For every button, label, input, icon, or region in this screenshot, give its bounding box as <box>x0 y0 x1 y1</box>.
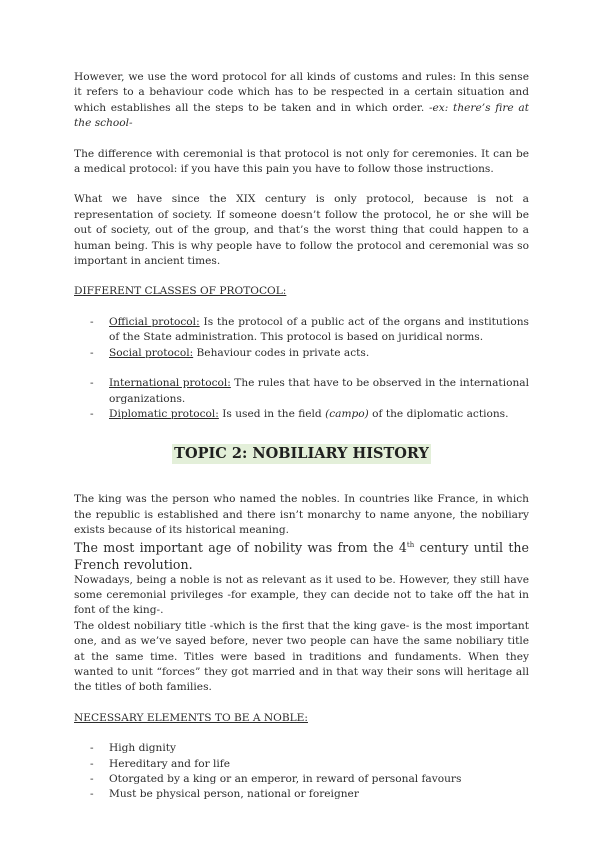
protocol-classes-list <box>74 315 529 361</box>
list-item-text: Is used in the field <box>218 407 326 420</box>
paragraph-xix-century: What we have since the XIX century is only protocol, because is not a representation of society. If someone doesn’t follow the protocol, he or she will be out of society, out of the group, and that’s the worst thing that could happen to a human being. This is why people have to follow the protocol and ceremonial was so important in ancient times. <box>74 193 529 268</box>
topic-title-wrap <box>74 444 529 464</box>
paragraph-ceremonial-difference: The difference with ceremonial is that protocol is not only for ceremonies. It can be a medical protocol: if you have this pain you have to follow those instructions. <box>74 147 529 176</box>
dash-bullet: - <box>90 315 94 328</box>
paragraph-text: However, we use the word protocol for all kinds of customs and rules: In this sense it refers to a behaviour code which has to be respected in a certain situation and which establishes all the steps to be taken and in which order. <box>74 71 529 114</box>
list-item <box>74 772 529 787</box>
list-item-term: Diplomatic protocol: <box>109 407 219 420</box>
paragraph-most-important-age <box>74 539 529 573</box>
paragraph-text: The most important age of nobility was from the 4 <box>74 539 407 555</box>
list-item-text: Must be physical person, national or foreigner <box>109 788 359 801</box>
protocol-classes-list-2 <box>74 376 529 422</box>
list-item-italic: (campo) <box>325 407 369 420</box>
list-item <box>74 741 529 756</box>
dash-bullet: - <box>90 788 94 801</box>
topic-title: TOPIC 2: NOBILIARY HISTORY <box>174 445 429 463</box>
list-item-text: Otorgated by a king or an emperor, in reward of personal favours <box>109 773 462 785</box>
dash-bullet: - <box>90 773 94 785</box>
list-item-term: Social protocol: <box>109 346 194 359</box>
paragraph-oldest-title: The oldest nobiliary title -which is the first that the king gave- is the most important one, and as we’ve sayed before, never two people can have the same nobiliary title at the same time. Titles were based in traditions and fundaments. When they wanted to unit “forces” they got married and in that way their sons will heritage all the titles of both families. <box>74 619 529 694</box>
section-heading-elements: NECESSARY ELEMENTS TO BE A NOBLE: <box>74 711 308 724</box>
dash-bullet: - <box>90 742 94 755</box>
example-text: -ex: there’s fire at the school- <box>74 101 529 130</box>
paragraph-king-named-nobles: The king was the person who named the nobles. In countries like France, in which the republic is established and there isn’t monarchy to name anyone, the nobiliary exists because of its historical meaning. <box>74 493 529 537</box>
list-item <box>74 787 529 802</box>
dash-bullet: - <box>90 407 94 420</box>
section-heading-classes: DIFFERENT CLASSES OF PROTOCOL: <box>74 285 287 298</box>
list-item-text: Hereditary and for life <box>109 757 230 770</box>
paragraph-protocol-definition <box>74 70 529 132</box>
list-item-text: Is the protocol of a public act of the organs and institutions of the State administration. This protocol is based on juridical norms. <box>109 315 529 344</box>
list-item-term: Official protocol: <box>109 315 200 328</box>
ordinal-suffix: th <box>406 540 415 549</box>
dash-bullet: - <box>90 377 94 390</box>
list-item <box>74 376 529 407</box>
list-item-text-after: of the diplomatic actions. <box>368 407 509 420</box>
paragraph-text: century until the French revolution. <box>74 539 529 572</box>
paragraph-nowadays: Nowadays, being a noble is not as relevant as it used to be. However, they still have some ceremonial privileges -for example, they can decide not to take off the hat in font of the king-. <box>74 573 529 617</box>
list-item-text: The rules that have to be observed in the international organizations. <box>109 377 529 405</box>
dash-bullet: - <box>90 757 94 770</box>
noble-elements-list <box>74 741 529 803</box>
list-item-term: International protocol: <box>109 377 231 390</box>
list-item <box>74 407 529 422</box>
document-page <box>74 70 529 803</box>
list-item <box>74 315 529 346</box>
list-item-text: Behaviour codes in private acts. <box>193 346 370 359</box>
list-item <box>74 757 529 772</box>
list-item-text: High dignity <box>109 742 177 755</box>
list-item <box>74 346 529 361</box>
dash-bullet: - <box>90 346 94 359</box>
